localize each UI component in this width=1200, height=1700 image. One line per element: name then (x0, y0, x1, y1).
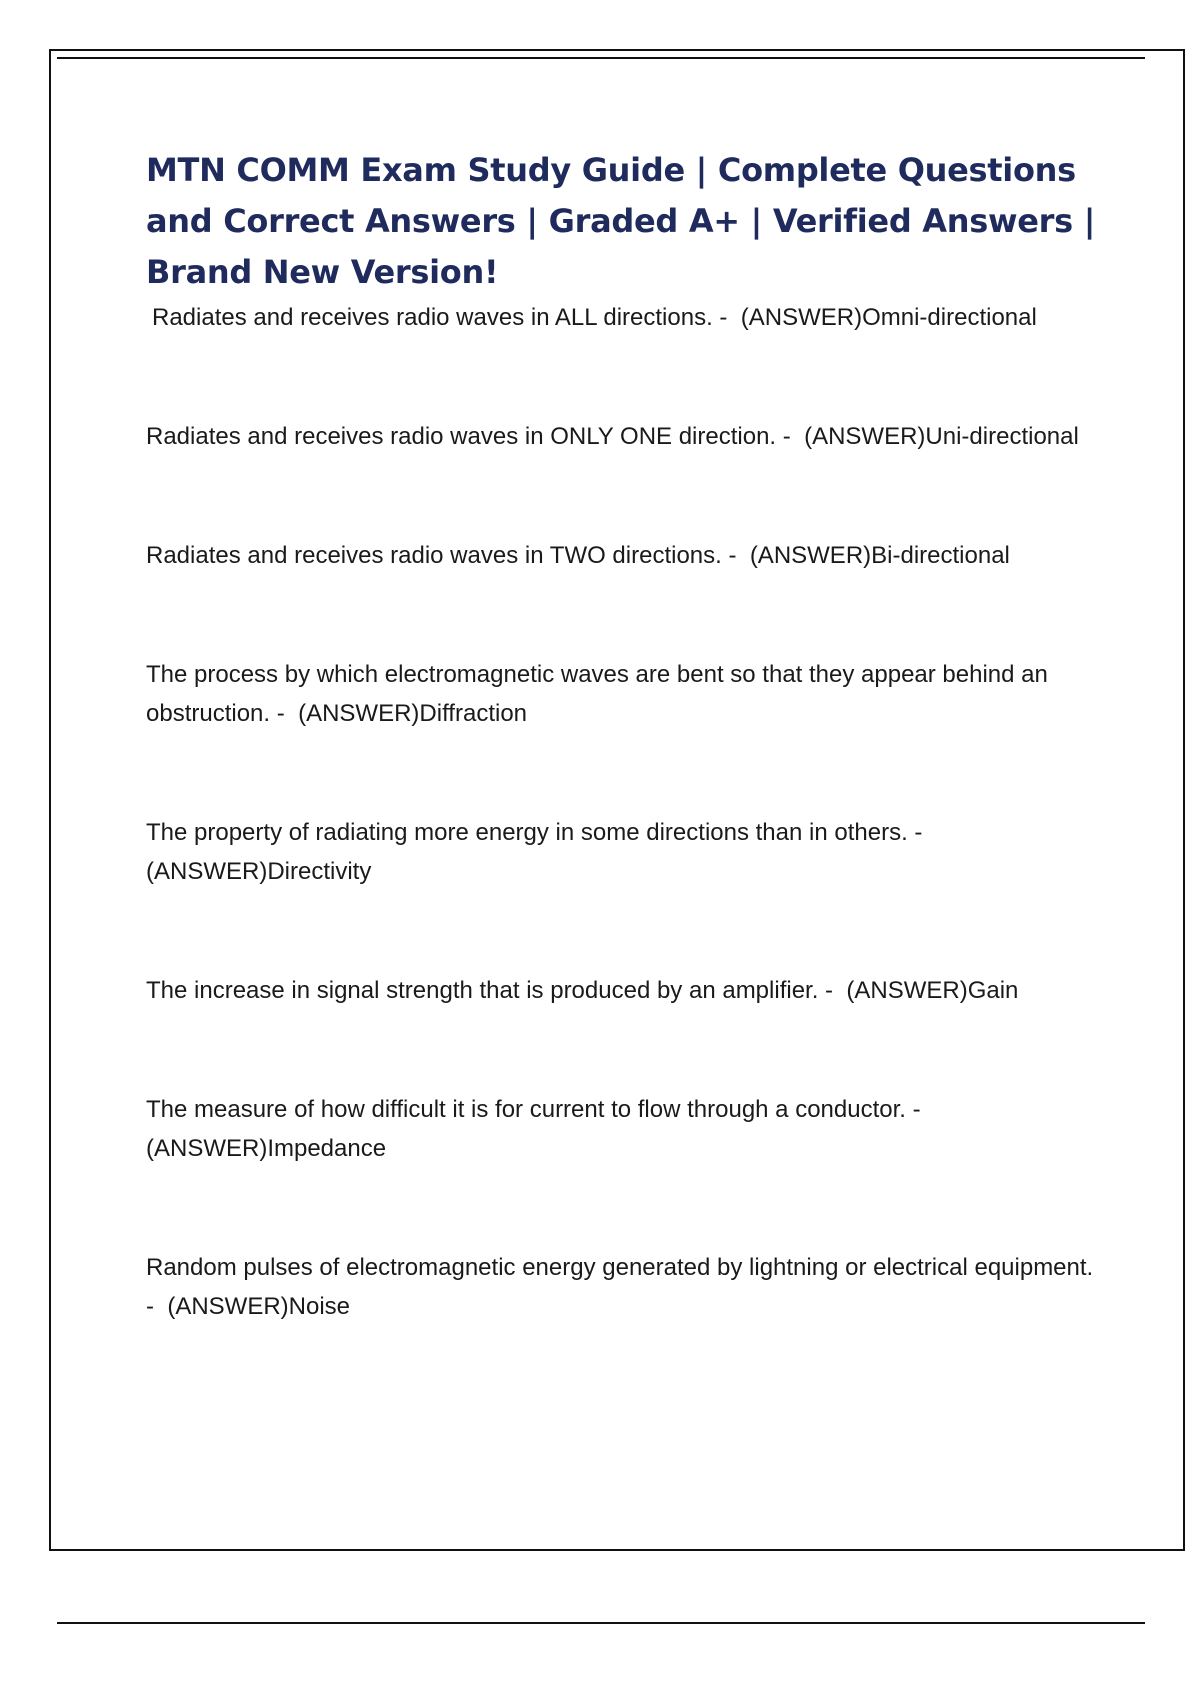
qa-item (146, 813, 1096, 891)
question-text: The process by which electromagnetic waves are bent so that they appear behind an obstruction. (146, 661, 1048, 727)
bottom-rule (57, 1622, 1145, 1624)
separator: - (712, 304, 741, 331)
answer-text: Gain (967, 977, 1019, 1004)
answer-prefix: (ANSWER) (740, 304, 863, 331)
answer-text: Bi-directional (871, 542, 1010, 569)
separator: - (146, 1254, 1100, 1320)
separator: - (776, 423, 805, 450)
answer-prefix: (ANSWER) (804, 423, 926, 450)
question-text: Radiates and receives radio waves in ALL directions. (152, 304, 713, 331)
question-text: The property of radiating more energy in some directions than in others. (146, 819, 908, 846)
top-rule (57, 57, 1145, 59)
separator: - (818, 977, 847, 1004)
answer-prefix: (ANSWER) (167, 1293, 289, 1320)
qa-item (146, 1090, 1096, 1168)
question-text: Random pulses of electromagnetic energy generated by lightning or electrical equipment. (146, 1254, 1094, 1281)
separator: - (270, 700, 299, 727)
qa-item (146, 1248, 1100, 1326)
qa-item (146, 655, 1096, 733)
qa-item (146, 536, 1096, 575)
question-text: Radiates and receives radio waves in ONLY ONE direction. (146, 423, 777, 450)
separator: - (905, 1096, 934, 1123)
separator: - (721, 542, 750, 569)
qa-item (146, 298, 1096, 337)
qa-list (146, 298, 1100, 1326)
answer-text: Omni-directional (862, 304, 1037, 331)
question-text: The measure of how difficult it is for current to flow through a conductor. (146, 1096, 906, 1123)
qa-item (146, 971, 1096, 1010)
separator: - (907, 819, 936, 846)
answer-prefix: (ANSWER) (846, 977, 968, 1004)
answer-text: Diffraction (419, 700, 528, 727)
answer-text: Noise (288, 1293, 351, 1320)
document-body (146, 145, 1100, 1406)
question-text: Radiates and receives radio waves in TWO directions. (146, 542, 722, 569)
answer-prefix: (ANSWER) (298, 700, 420, 727)
answer-text: Uni-directional (925, 423, 1079, 450)
answer-text: Directivity (267, 858, 372, 885)
answer-prefix: (ANSWER) (146, 858, 268, 885)
qa-item (146, 417, 1096, 456)
answer-text: Impedance (267, 1135, 387, 1162)
question-text: The increase in signal strength that is produced by an amplifier. (146, 977, 819, 1004)
document-title: MTN COMM Exam Study Guide | Complete Questions and Correct Answers | Graded A+ | Verified Answers | Brand New Version! (146, 151, 1096, 291)
answer-prefix: (ANSWER) (146, 1135, 268, 1162)
answer-prefix: (ANSWER) (749, 542, 872, 569)
